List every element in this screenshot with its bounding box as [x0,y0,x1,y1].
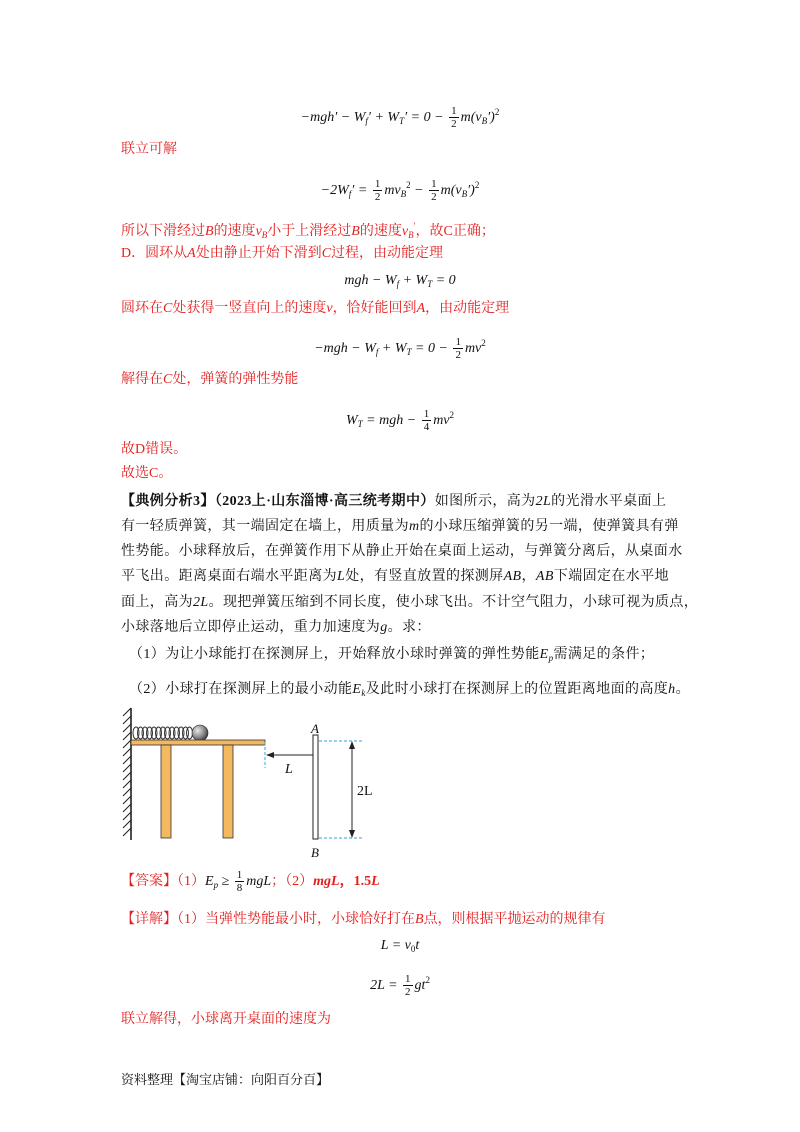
fraction-denominator: 2 [374,191,381,204]
var: v [401,224,409,239]
eq-term: + W [399,273,428,288]
subscript: B [408,230,414,240]
eq-term: ′) [487,110,495,125]
fraction-denominator: 4 [423,421,430,434]
arrowhead [349,830,355,838]
var: v [255,224,262,239]
var: A [187,246,196,261]
subscript: k [361,688,366,698]
var: B [205,224,214,239]
text-run: 小于上滑经过 [267,224,352,239]
text-run: 下端固定在水平地 [553,569,670,584]
subscript: p [213,880,219,890]
combine-text: 联立可解 [121,142,177,157]
superscript: ′ [413,221,416,231]
option-d [121,244,443,264]
ball [192,725,208,741]
text-run: 的小球压缩弹簧的另一端，使弹簧具有弹 [419,519,679,534]
text-run: 平飞出。距离桌面右端水平距离为 [121,569,337,584]
fraction-numerator: 1 [236,869,243,882]
detail-line [121,910,606,930]
var: mgL [246,874,272,889]
conclusion-c [121,216,495,240]
text-run: ，1.5 [339,874,372,889]
eq-term: = mgh − [362,413,420,428]
eq-term: W [345,413,358,428]
subscript: B [481,116,488,126]
fraction-denominator: 2 [455,349,461,362]
problem-line-5 [121,593,698,613]
fraction-denominator: 2 [431,191,437,204]
subscript: B [400,189,407,199]
var: 2L [193,595,209,610]
eq-term: L = v [380,938,411,953]
var: m [409,519,420,534]
eq-term: −mgh′ − W [300,110,366,125]
eq-term: gt [414,978,426,993]
fraction [373,178,383,203]
var: L [337,569,346,584]
var: AB [535,569,554,584]
table-leg [161,745,171,838]
text-run: ，故C正确； [415,224,495,239]
eq-term: −mgh − W [314,341,376,356]
var: v [326,301,333,316]
superscript: 2 [481,338,486,348]
fraction-numerator: 1 [431,178,437,191]
subscript: 0 [410,944,416,954]
equation-vertical [0,966,800,999]
label-2l: 2L [357,784,373,799]
var: E [205,874,214,889]
var: h [668,682,676,697]
subscript: T [406,347,412,357]
subscript: T [357,419,363,429]
eq-term: mgh − W [344,273,397,288]
text-run: 需满足的条件； [553,647,655,662]
answer-line [121,868,380,896]
text-run: 的光滑水平桌面上 [551,494,667,509]
fraction [235,869,245,894]
var: C [163,372,173,387]
subscript: B [261,230,268,240]
fraction-numerator: 1 [455,336,461,349]
equation-energy-upward [0,98,800,131]
text-run: 点，则根据平抛运动的规律有 [423,912,606,927]
fraction-numerator: 1 [451,105,457,118]
wall-hatching [123,708,131,836]
subscript: T [427,279,433,289]
problem-line-4 [121,567,669,587]
superscript: 2 [449,410,455,420]
fraction-denominator: 2 [451,118,457,131]
fraction [453,336,463,361]
eq-term: ′ + W [367,110,400,125]
text-run: 处，有竖直放置的探测屏 [345,569,504,584]
text-run: 有一轻质弹簧，其一端固定在墙上，用质量为 [121,519,409,534]
subscript: f [375,347,379,357]
text-run: （1）为让小球能打在探测屏上，开始释放小球时弹簧的弹性势能 [129,647,540,662]
text-run: 处由静止开始下滑到 [195,246,322,261]
arrowhead [266,752,274,758]
var: AB [503,569,522,584]
var: B [351,224,360,239]
problem-source: （2023上·山东淄博·高三统考期中） [214,494,435,509]
superscript: 2 [494,107,500,117]
eq-term: mv [464,341,482,356]
text-run: 及此时小球打在探测屏上的位置距离地面的高度 [365,682,669,697]
text-run: 的速度 [213,224,256,239]
text-run: 所以下滑经过 [121,224,205,239]
detector-screen-ab [313,735,318,839]
return-text [121,299,509,319]
eq-term: − [410,183,428,198]
fraction-numerator: 1 [405,973,411,986]
eq-term: −2W [320,183,349,198]
fraction [449,105,459,130]
text-run: 。求： [387,620,431,635]
eq-term: m(v [440,183,462,198]
text-run: 。现把弹簧压缩到不同长度，使小球飞出。不计空气阻力，小球可视为质点， [208,595,699,610]
text-run: D．圆环从 [121,246,188,261]
text-run: ；（2） [271,874,314,889]
equation-downward [0,267,800,295]
text-run: 处获得一竖直向上的速度 [172,301,327,316]
detail-combine-text: 联立解得，小球离开桌面的速度为 [121,1012,331,1027]
subscript: f [348,189,352,199]
fraction [429,178,439,203]
equation-horizontal [0,932,800,960]
eq-term: m(v [460,110,482,125]
problem-tag: 【典例分析3】 [121,494,215,509]
equation-combined [0,171,800,204]
text-run: 处，弹簧的弹性势能 [172,372,299,387]
table-top [131,740,265,745]
problem-line-1 [121,492,666,512]
eq-term: + W [378,341,407,356]
text-run: 的速度 [359,224,402,239]
subscript: p [548,653,554,663]
eq-term: ′ = 0 − [404,110,448,125]
text-run: （1）当弹性势能最小时，小球恰好打在 [177,912,415,927]
text-run: （1） [177,874,205,889]
eq-term: t [415,938,420,953]
text-run: 面上，高为 [121,595,193,610]
text-run: ≥ [218,874,233,889]
label-l: L [285,762,293,777]
eq-term: 2L = [370,978,402,993]
var: B [415,912,424,927]
choice-text: 故选C。 [121,466,173,481]
equation-spring-energy [0,401,800,434]
var: 2L [535,494,552,509]
arrowhead [349,741,355,749]
var: g [380,620,388,635]
problem-line-2 [121,517,679,537]
answer-tag: 【答案】 [121,874,177,889]
subscript: f [365,116,368,126]
text-run: 解得在 [121,372,163,387]
fraction-numerator: 1 [374,178,381,191]
text-run: 如图所示，高为 [434,494,536,509]
eq-term: mv [384,183,401,198]
text-run: 过程，由动能定理 [331,246,444,261]
fraction-denominator: 2 [405,986,411,999]
table-leg [223,745,233,838]
var: A [416,301,426,316]
d-wrong-text: 故D错误。 [121,442,188,457]
footer-source: 资料整理【淘宝店铺：向阳百分百】 [121,1072,330,1087]
text-run: 。 [675,682,690,697]
superscript: 2 [474,180,480,190]
var: C [163,301,173,316]
var: E [352,682,362,697]
fraction-denominator: 8 [236,882,243,895]
var: L [371,874,380,889]
eq-term: mv [433,413,450,428]
problem-line-3: 性势能。小球释放后，在弹簧作用下从静止开始在桌面上运动，与弹簧分离后，从桌面水 [121,544,683,559]
equation-return [0,329,800,362]
fraction-numerator: 1 [423,408,430,421]
eq-term: ′ = [351,183,371,198]
var: mgL [313,874,340,889]
label-b: B [311,845,319,860]
label-a: A [311,721,319,736]
problem-line-6 [121,618,431,638]
solve-text [121,370,298,390]
fraction [403,973,413,998]
var: E [539,647,549,662]
subscript: f [396,279,400,289]
text-run: ， [521,569,536,584]
subscript: B [461,189,468,199]
subscript: T [399,116,405,126]
question-2 [129,680,690,700]
eq-term: ′) [467,183,475,198]
eq-term: = 0 − [411,341,452,356]
spring-table-figure [115,700,380,865]
text-run: （2）小球打在探测屏上的最小动能 [129,682,353,697]
text-run: ，由动能定理 [425,301,510,316]
superscript: 2 [406,180,411,190]
text-run: 小球落地后立即停止运动，重力加速度为 [121,620,381,635]
text-run: ，恰好能回到 [332,301,417,316]
fraction [422,408,432,433]
question-1 [129,645,654,665]
superscript: 2 [425,975,430,985]
spring [133,727,193,739]
eq-term: = 0 [432,273,456,288]
var: C [321,246,332,261]
detail-tag: 【详解】 [121,912,177,927]
text-run: 圆环在 [121,301,163,316]
